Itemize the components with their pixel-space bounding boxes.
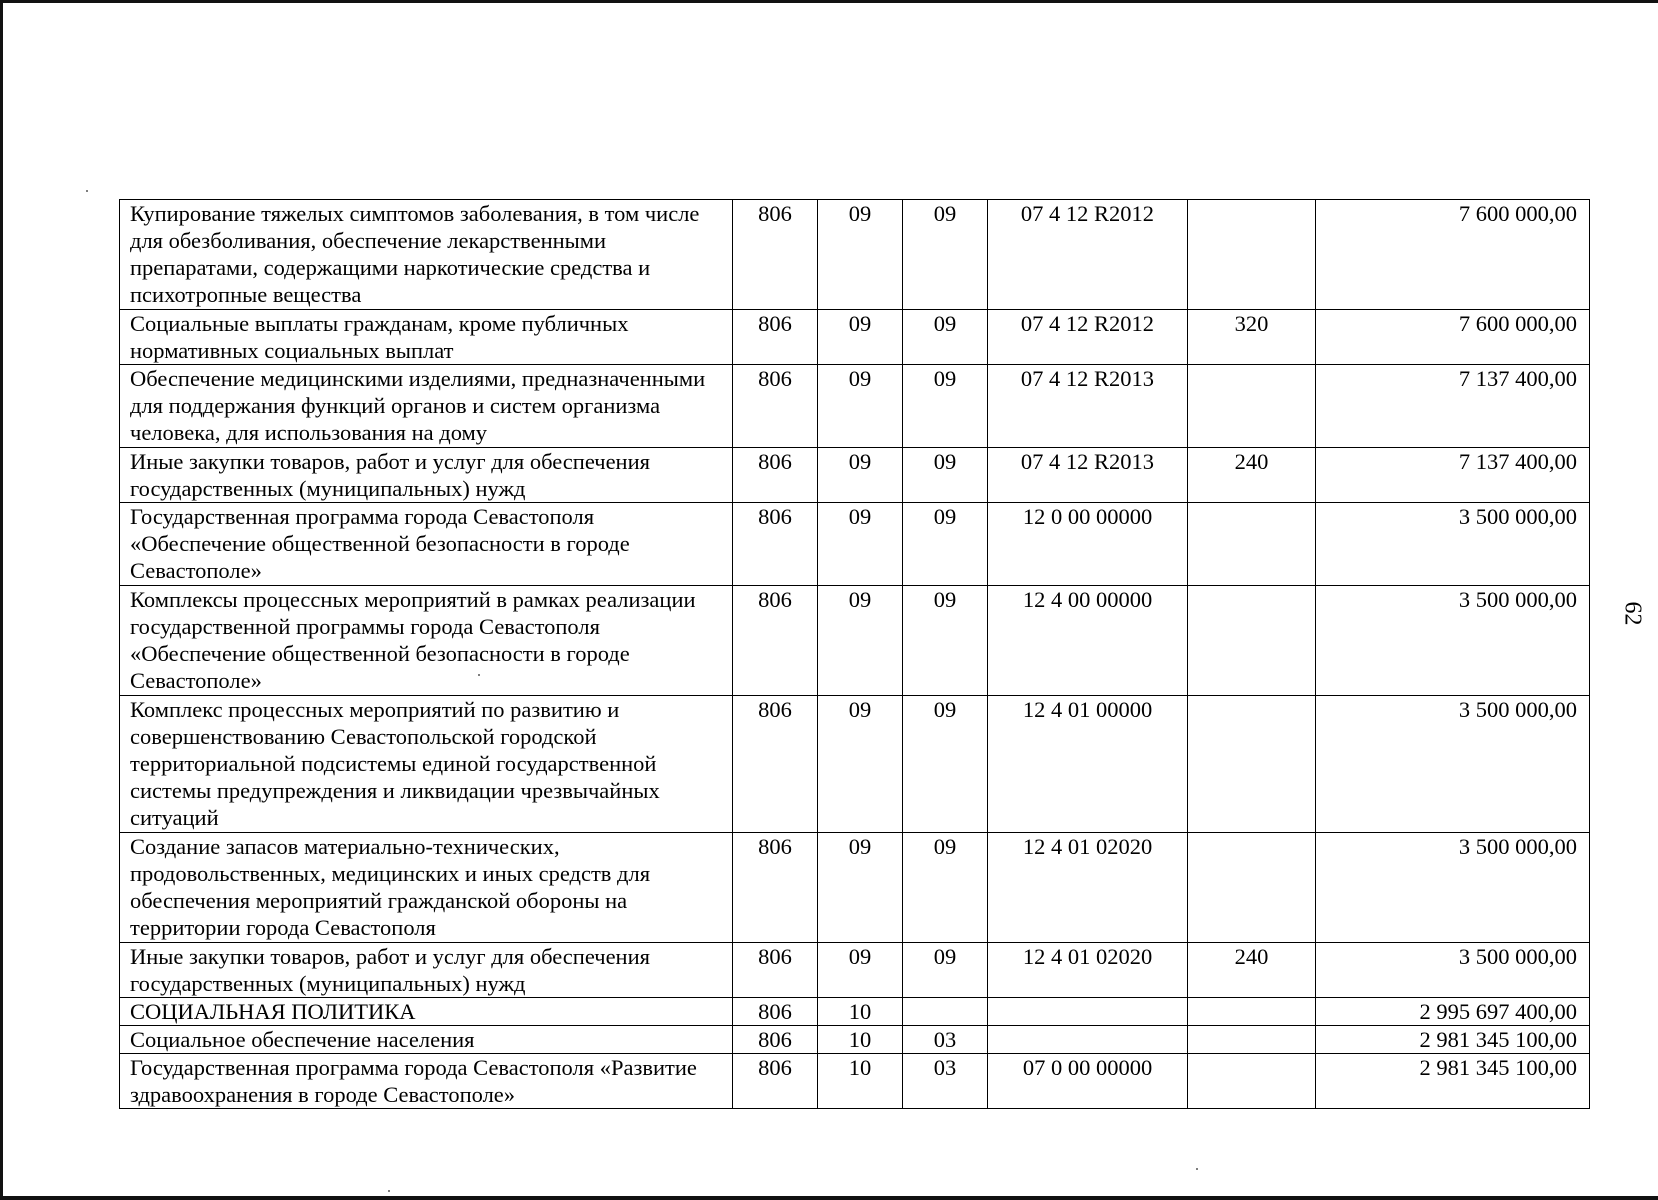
row-name: Социальное обеспечение населения bbox=[120, 1026, 733, 1054]
row-ministry-code: 806 bbox=[733, 586, 818, 696]
scan-speck bbox=[1196, 1168, 1198, 1170]
row-subsection-code: 09 bbox=[903, 310, 988, 365]
row-amount: 2 981 345 100,00 bbox=[1316, 1054, 1590, 1109]
row-target-article: 12 0 00 00000 bbox=[988, 503, 1188, 586]
row-name: Иные закупки товаров, работ и услуг для обеспечения государственных (муниципальных) нужд bbox=[120, 448, 733, 503]
row-ministry-code: 806 bbox=[733, 998, 818, 1026]
row-expense-type bbox=[1188, 998, 1316, 1026]
row-amount: 3 500 000,00 bbox=[1316, 943, 1590, 998]
row-amount: 7 137 400,00 bbox=[1316, 365, 1590, 448]
row-amount: 2 995 697 400,00 bbox=[1316, 998, 1590, 1026]
row-section-code: 09 bbox=[818, 503, 903, 586]
row-expense-type bbox=[1188, 503, 1316, 586]
row-name: Иные закупки товаров, работ и услуг для обеспечения государственных (муниципальных) нужд bbox=[120, 943, 733, 998]
row-subsection-code: 03 bbox=[903, 1054, 988, 1109]
row-target-article: 07 4 12 R2012 bbox=[988, 310, 1188, 365]
table-row bbox=[120, 586, 1590, 696]
row-target-article: 07 4 12 R2013 bbox=[988, 448, 1188, 503]
row-subsection-code: 09 bbox=[903, 200, 988, 310]
row-target-article: 07 0 00 00000 bbox=[988, 1054, 1188, 1109]
row-section-code: 10 bbox=[818, 1026, 903, 1054]
scan-edge-left bbox=[0, 0, 3, 1200]
row-name: Комплекс процессных мероприятий по развитию и совершенствованию Севастопольской городской территориальной подсистемы единой государственной системы предупреждения и ликвидации чрезвычайных ситуаций bbox=[120, 696, 733, 833]
row-target-article: 07 4 12 R2012 bbox=[988, 200, 1188, 310]
row-section-code: 09 bbox=[818, 365, 903, 448]
budget-table-body bbox=[120, 200, 1590, 1109]
table-row bbox=[120, 833, 1590, 943]
row-expense-type bbox=[1188, 586, 1316, 696]
row-section-code: 10 bbox=[818, 1054, 903, 1109]
row-name: Комплексы процессных мероприятий в рамках реализации государственной программы города Севастополя «Обеспечение общественной безопасности в городе Севастополе» bbox=[120, 586, 733, 696]
row-target-article: 12 4 00 00000 bbox=[988, 586, 1188, 696]
row-ministry-code: 806 bbox=[733, 696, 818, 833]
row-section-code: 09 bbox=[818, 310, 903, 365]
row-expense-type bbox=[1188, 200, 1316, 310]
row-expense-type: 240 bbox=[1188, 943, 1316, 998]
row-target-article: 07 4 12 R2013 bbox=[988, 365, 1188, 448]
row-subsection-code: 09 bbox=[903, 833, 988, 943]
scan-speck bbox=[388, 1190, 390, 1192]
scan-edge-top bbox=[0, 0, 1658, 3]
row-target-article bbox=[988, 1026, 1188, 1054]
scan-speck bbox=[86, 190, 88, 192]
row-amount: 2 981 345 100,00 bbox=[1316, 1026, 1590, 1054]
row-name: Создание запасов материально-технических, продовольственных, медицинских и иных средств для обеспечения мероприятий гражданской обороны на территории города Севастополя bbox=[120, 833, 733, 943]
row-expense-type bbox=[1188, 1026, 1316, 1054]
row-ministry-code: 806 bbox=[733, 365, 818, 448]
scan-speck bbox=[478, 674, 480, 676]
row-ministry-code: 806 bbox=[733, 310, 818, 365]
row-subsection-code: 09 bbox=[903, 586, 988, 696]
row-expense-type bbox=[1188, 365, 1316, 448]
row-amount: 3 500 000,00 bbox=[1316, 586, 1590, 696]
row-expense-type bbox=[1188, 833, 1316, 943]
row-target-article: 12 4 01 02020 bbox=[988, 943, 1188, 998]
row-section-code: 09 bbox=[818, 200, 903, 310]
row-subsection-code: 03 bbox=[903, 1026, 988, 1054]
row-subsection-code: 09 bbox=[903, 943, 988, 998]
table-row bbox=[120, 365, 1590, 448]
table-row bbox=[120, 448, 1590, 503]
table-row bbox=[120, 1054, 1590, 1109]
row-section-code: 09 bbox=[818, 586, 903, 696]
row-expense-type bbox=[1188, 696, 1316, 833]
row-ministry-code: 806 bbox=[733, 943, 818, 998]
row-subsection-code bbox=[903, 998, 988, 1026]
row-name: Государственная программа города Севастополя «Развитие здравоохранения в городе Севастополе» bbox=[120, 1054, 733, 1109]
row-amount: 3 500 000,00 bbox=[1316, 696, 1590, 833]
table-row bbox=[120, 1026, 1590, 1054]
row-amount: 3 500 000,00 bbox=[1316, 833, 1590, 943]
row-name: Купирование тяжелых симптомов заболевания, в том числе для обезболивания, обеспечение лекарственными препаратами, содержащими наркотические средства и психотропные вещества bbox=[120, 200, 733, 310]
row-ministry-code: 806 bbox=[733, 833, 818, 943]
row-name: Обеспечение медицинскими изделиями, предназначенными для поддержания функций органов и систем организма человека, для использования на дому bbox=[120, 365, 733, 448]
row-target-article: 12 4 01 00000 bbox=[988, 696, 1188, 833]
row-section-code: 09 bbox=[818, 448, 903, 503]
row-section-code: 09 bbox=[818, 833, 903, 943]
row-target-article: 12 4 01 02020 bbox=[988, 833, 1188, 943]
row-amount: 7 600 000,00 bbox=[1316, 200, 1590, 310]
row-subsection-code: 09 bbox=[903, 503, 988, 586]
row-subsection-code: 09 bbox=[903, 448, 988, 503]
row-ministry-code: 806 bbox=[733, 1026, 818, 1054]
row-ministry-code: 806 bbox=[733, 448, 818, 503]
table-row bbox=[120, 310, 1590, 365]
row-amount: 7 137 400,00 bbox=[1316, 448, 1590, 503]
row-ministry-code: 806 bbox=[733, 503, 818, 586]
row-name: Государственная программа города Севастополя «Обеспечение общественной безопасности в городе Севастополе» bbox=[120, 503, 733, 586]
row-expense-type: 320 bbox=[1188, 310, 1316, 365]
table-row bbox=[120, 200, 1590, 310]
row-expense-type: 240 bbox=[1188, 448, 1316, 503]
row-target-article bbox=[988, 998, 1188, 1026]
row-section-code: 09 bbox=[818, 696, 903, 833]
table-row bbox=[120, 943, 1590, 998]
page-number: 62 bbox=[1619, 601, 1646, 626]
row-ministry-code: 806 bbox=[733, 200, 818, 310]
row-subsection-code: 09 bbox=[903, 365, 988, 448]
row-amount: 3 500 000,00 bbox=[1316, 503, 1590, 586]
row-section-code: 09 bbox=[818, 943, 903, 998]
row-ministry-code: 806 bbox=[733, 1054, 818, 1109]
row-amount: 7 600 000,00 bbox=[1316, 310, 1590, 365]
row-subsection-code: 09 bbox=[903, 696, 988, 833]
row-name: СОЦИАЛЬНАЯ ПОЛИТИКА bbox=[120, 998, 733, 1026]
table-row bbox=[120, 503, 1590, 586]
table-row bbox=[120, 696, 1590, 833]
row-name: Социальные выплаты гражданам, кроме публичных нормативных социальных выплат bbox=[120, 310, 733, 365]
scan-edge-bottom bbox=[0, 1196, 1658, 1200]
row-expense-type bbox=[1188, 1054, 1316, 1109]
row-section-code: 10 bbox=[818, 998, 903, 1026]
table-row bbox=[120, 998, 1590, 1026]
budget-table bbox=[119, 199, 1590, 1109]
